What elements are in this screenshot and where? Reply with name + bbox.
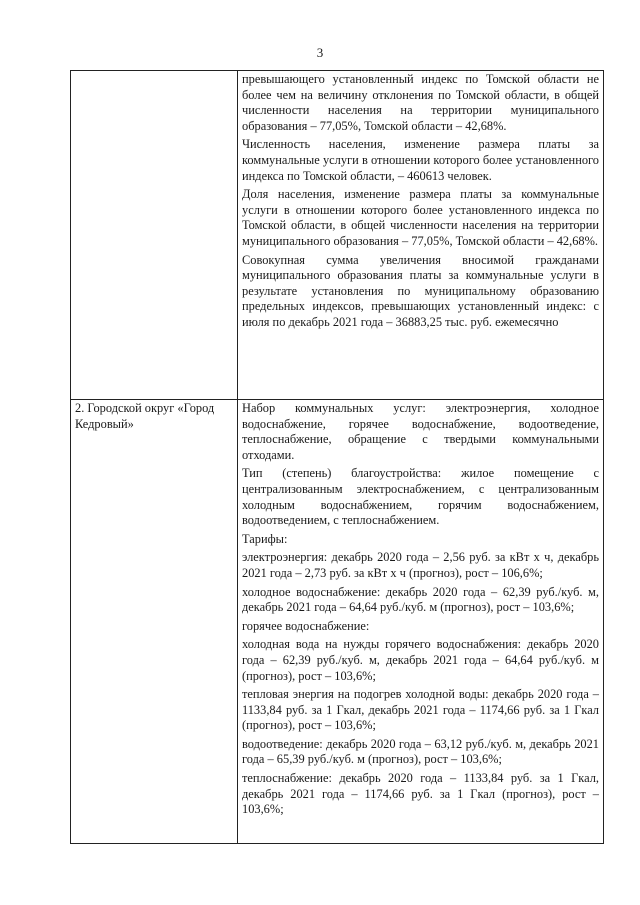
paragraph: тепловая энергия на подогрев холодной воды: декабрь 2020 года – 1133,84 руб. за 1 Гкал, декабрь 2021 года – 1174,66 руб. за 1 Гкал (прогноз), рост – 103,6%; [242,687,599,733]
paragraph: водоотведение: декабрь 2020 года – 63,12 руб./куб. м, декабрь 2021 года – 65,39 руб./куб. м (прогноз), рост – 103,6%; [242,736,599,767]
paragraph: горячее водоснабжение: [242,618,370,633]
paragraph: Совокупная сумма увеличения вносимой гражданами муниципального образования платы за коммунальные услуги в результате установления по муниципальному образованию предельных индексов, превышающих установленный индекс: с июля по декабрь 2021 года – 36883,25 тыс. руб. ежемесячно [242,252,599,329]
paragraph: Численность населения, изменение размера платы за коммунальные услуги в отношении которого более установленного индекса по Томской области, – 460613 человек. [242,137,599,183]
table-row [71,71,604,400]
paragraph: Тарифы: [242,531,288,546]
municipality-cell [71,71,238,400]
paragraph: электроэнергия: декабрь 2020 года – 2,56 руб. за кВт х ч, декабрь 2021 года – 2,73 руб. за кВт х ч (прогноз), рост – 106,6%; [242,550,599,580]
details-cell [238,400,604,844]
paragraph: Тип (степень) благоустройства: жилое помещение с централизованным электроснабжением, с централизованным холодным водоснабжением, горячим водоснабжением, водоотведением, с теплоснабжением. [242,466,599,528]
paragraph: холодное водоснабжение: декабрь 2020 года – 62,39 руб./куб. м, декабрь 2021 года – 64,64 руб./куб. м (прогноз), рост – 103,6%; [242,584,599,615]
paragraph: холодная вода на нужды горячего водоснабжения: декабрь 2020 года – 62,39 руб./куб. м, декабрь 2021 года – 64,64 руб./куб. м (прогноз), рост – 103,6%; [242,637,599,683]
paragraph: Доля населения, изменение размера платы за коммунальные услуги в отношении которого более установленного индекса по Томской области, в общей численности населения на территории муниципального образования – 77,05%, Томской области – 42,68%. [242,187,599,248]
page-number: 3 [316,45,324,60]
paragraph: теплоснабжение: декабрь 2020 года – 1133,84 руб. за 1 Гкал, декабрь 2021 года – 1174,66 руб. за 1 Гкал (прогноз), рост – 103,6%; [242,771,599,817]
municipality-cell: 2. Городской округ «Город Кедровый» [71,400,238,844]
document-table [70,70,604,844]
paragraph: превышающего установленный индекс по Томской области не более чем на величину отклонения по Томской области, в общей численности населения на территории муниципального образования – 77,05%, Томской области – 42,68%. [242,72,599,133]
details-cell [238,71,604,400]
table-row [71,400,604,844]
paragraph: Набор коммунальных услуг: электроэнергия, холодное водоснабжение, горячее водоснабжение, водоотведение, теплоснабжение, обращение с твердыми коммунальными отходами. [242,401,599,462]
